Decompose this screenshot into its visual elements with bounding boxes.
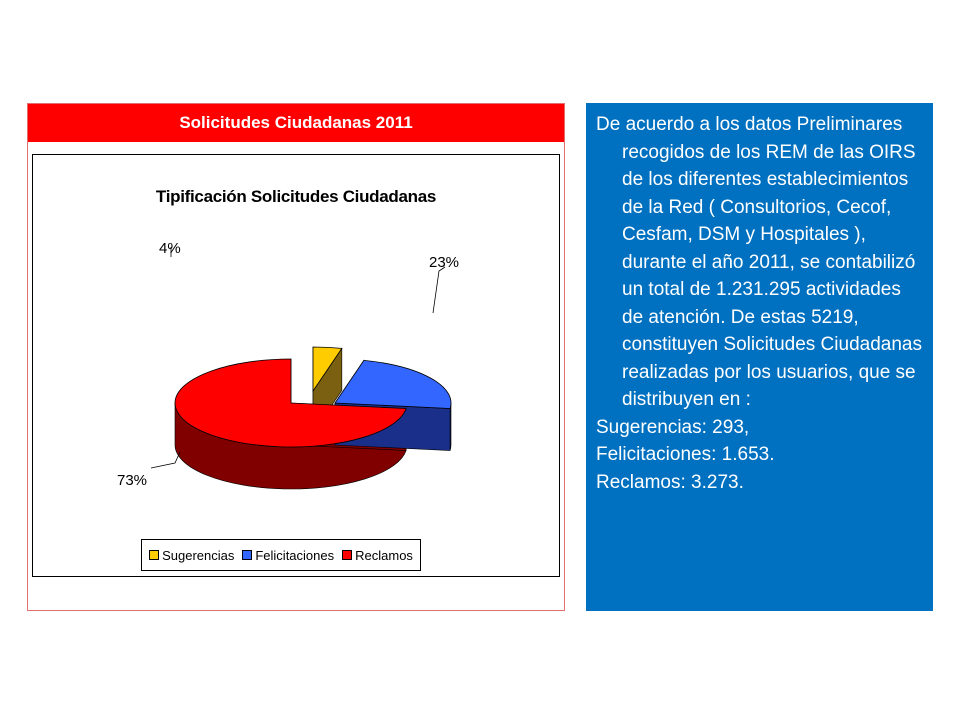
description-paragraph: De acuerdo a los datos Preliminares recogidos de los REM de las OIRS de los diferentes establecimientos de la Red ( Consultorios, Cecof, Cesfam, DSM y Hospitales ), durante el año 2011, se contabilizó un total de 1.231.295 actividades de atención. De estas 5219, constituyen Solicitudes Ciudadanas realizadas por los usuarios, que se distribuyen en :	[596, 114, 922, 410]
chart-legend	[141, 539, 421, 571]
pie-label-sugerencias: 4%	[159, 240, 181, 257]
pie-slice-felicitaciones	[335, 360, 451, 408]
description-panel	[586, 103, 933, 611]
legend-swatch-sugerencias	[149, 550, 159, 560]
pie-leader-reclamos	[151, 452, 180, 468]
pie-leader-felicitaciones	[433, 267, 445, 313]
stat-felicitaciones: Felicitaciones: 1.653.	[596, 444, 775, 465]
legend-swatch-reclamos	[342, 550, 352, 560]
legend-swatch-felicitaciones	[242, 550, 252, 560]
legend-item-felicitaciones	[242, 548, 334, 563]
stat-sugerencias: Sugerencias: 293,	[596, 416, 750, 438]
legend-item-sugerencias	[149, 548, 234, 563]
pie-label-felicitaciones: 23%	[429, 254, 460, 271]
panel-header: Solicitudes Ciudadanas 2011	[28, 104, 564, 142]
pie-label-reclamos: 73%	[117, 472, 148, 489]
legend-label-felicitaciones: Felicitaciones	[255, 547, 335, 563]
stat-reclamos: Reclamos: 3.273.	[596, 471, 744, 493]
chart-frame	[32, 154, 560, 577]
pie-chart	[33, 155, 559, 576]
legend-label-sugerencias: Sugerencias	[162, 547, 235, 563]
legend-label-reclamos: Reclamos	[355, 547, 413, 563]
legend-item-reclamos	[342, 548, 413, 563]
chart-panel	[27, 103, 565, 611]
chart-title: Tipificación Solicitudes Ciudadanas	[155, 187, 437, 206]
